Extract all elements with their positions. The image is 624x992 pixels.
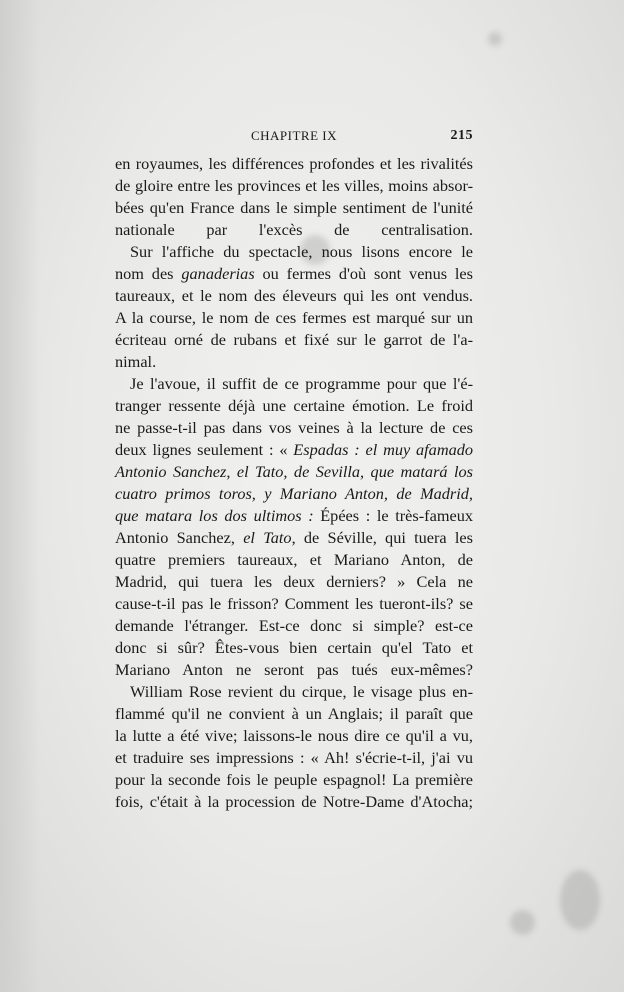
text-line xyxy=(115,263,473,285)
italic-text: Antonio Sanchez, el Tato, de Sevilla, que matará los xyxy=(115,462,473,481)
text-segment: , de Séville, qui tuera les xyxy=(291,528,473,547)
text-segment: ne passe-t-il pas dans vos veines à la lecture de ces xyxy=(115,418,473,437)
italic-text: cuatro primos toros, y Mariano Anton, de Madrid, xyxy=(115,484,473,503)
italic-text: ganaderias xyxy=(181,264,255,283)
paper-stain xyxy=(488,32,502,46)
paper-stain xyxy=(560,870,600,930)
italic-text: que matara los dos ultimos : xyxy=(115,506,314,525)
text-segment: A la course, le nom de ces fermes est marqué sur un xyxy=(115,308,473,327)
paper-stain xyxy=(510,910,535,935)
text-line xyxy=(115,571,473,593)
text-line xyxy=(115,285,473,307)
text-segment: pour la seconde fois le peuple espagnol! La première xyxy=(115,770,473,789)
text-line xyxy=(115,241,473,263)
text-line xyxy=(115,747,473,769)
text-line xyxy=(115,439,473,461)
text-segment: cause-t-il pas le frisson? Comment les tueront-ils? se xyxy=(115,594,473,613)
text-segment: écriteau orné de rubans et fixé sur le garrot de l'a- xyxy=(115,330,473,349)
text-line xyxy=(115,219,473,241)
text-segment: quatre premiers taureaux, et Mariano Anton, de xyxy=(115,550,473,569)
text-line xyxy=(115,615,473,637)
text-line xyxy=(115,417,473,439)
text-segment: Madrid, qui tuera les deux derniers? » Cela ne xyxy=(115,572,473,591)
page-number: 215 xyxy=(450,128,473,143)
text-line xyxy=(115,659,473,681)
text-segment: en royaumes, les différences profondes et les rivalités xyxy=(115,154,473,173)
italic-text: el Tato xyxy=(243,528,292,547)
text-line xyxy=(115,351,473,373)
text-line xyxy=(115,505,473,527)
text-segment: Sur l'affiche du spectacle, nous lisons encore le xyxy=(130,242,473,261)
text-segment: ou fermes d'où sont venus les xyxy=(254,264,473,283)
text-line xyxy=(115,307,473,329)
text-segment: flammé qu'il ne convient à un Anglais; il paraît que xyxy=(115,704,473,723)
italic-text: Espadas : el muy afamado xyxy=(293,440,473,459)
text-segment: fois, c'était à la procession de Notre-Dame d'Atocha; xyxy=(115,792,473,811)
text-segment: la lutte a été vive; laissons-le nous dire ce qu'il a vu, xyxy=(115,726,473,745)
text-segment: Antonio Sanchez, xyxy=(115,528,244,547)
text-line xyxy=(115,175,473,197)
text-line xyxy=(115,637,473,659)
text-segment: nom des xyxy=(115,264,182,283)
text-segment: taureaux, et le nom des éleveurs qui les ont vendus. xyxy=(115,286,473,305)
running-title: CHAPITRE IX xyxy=(250,128,338,143)
text-segment: et traduire ses impressions : « Ah! s'écrie-t-il, j'ai vu xyxy=(115,748,473,767)
text-line xyxy=(115,725,473,747)
text-segment: William Rose revient du cirque, le visage plus en- xyxy=(130,682,473,701)
text-segment: bées qu'en France dans le simple sentiment de l'unité xyxy=(115,198,473,217)
text-line xyxy=(115,527,473,549)
text-segment: Mariano Anton ne seront pas tués eux-mêmes? xyxy=(115,660,473,679)
text-line xyxy=(115,329,473,351)
text-line xyxy=(115,483,473,505)
text-line xyxy=(115,153,473,175)
text-line xyxy=(115,681,473,703)
scan-edge-shadow xyxy=(0,0,40,992)
text-segment: de gloire entre les provinces et les villes, moins absor- xyxy=(115,176,473,195)
text-line xyxy=(115,373,473,395)
text-line xyxy=(115,549,473,571)
page-body-text xyxy=(115,153,473,813)
text-segment: demande l'étranger. Est-ce donc si simple? est-ce xyxy=(115,616,473,635)
text-segment: tranger ressente déjà une certaine émotion. Le froid xyxy=(115,396,473,415)
page-header xyxy=(115,128,473,146)
text-segment: nationale par l'excès de centralisation. xyxy=(115,220,473,239)
text-line xyxy=(115,395,473,417)
text-line xyxy=(115,703,473,725)
text-segment: deux lignes seulement : « xyxy=(115,440,294,459)
text-line xyxy=(115,197,473,219)
text-line xyxy=(115,461,473,483)
text-segment: Je l'avoue, il suffit de ce programme pour que l'é- xyxy=(130,374,473,393)
text-segment: Épées : le très-fameux xyxy=(313,506,473,525)
text-segment: nimal. xyxy=(115,352,157,371)
text-line xyxy=(115,791,473,813)
text-line xyxy=(115,593,473,615)
text-segment: donc si sûr? Êtes-vous bien certain qu'el Tato et xyxy=(115,638,473,657)
text-line xyxy=(115,769,473,791)
